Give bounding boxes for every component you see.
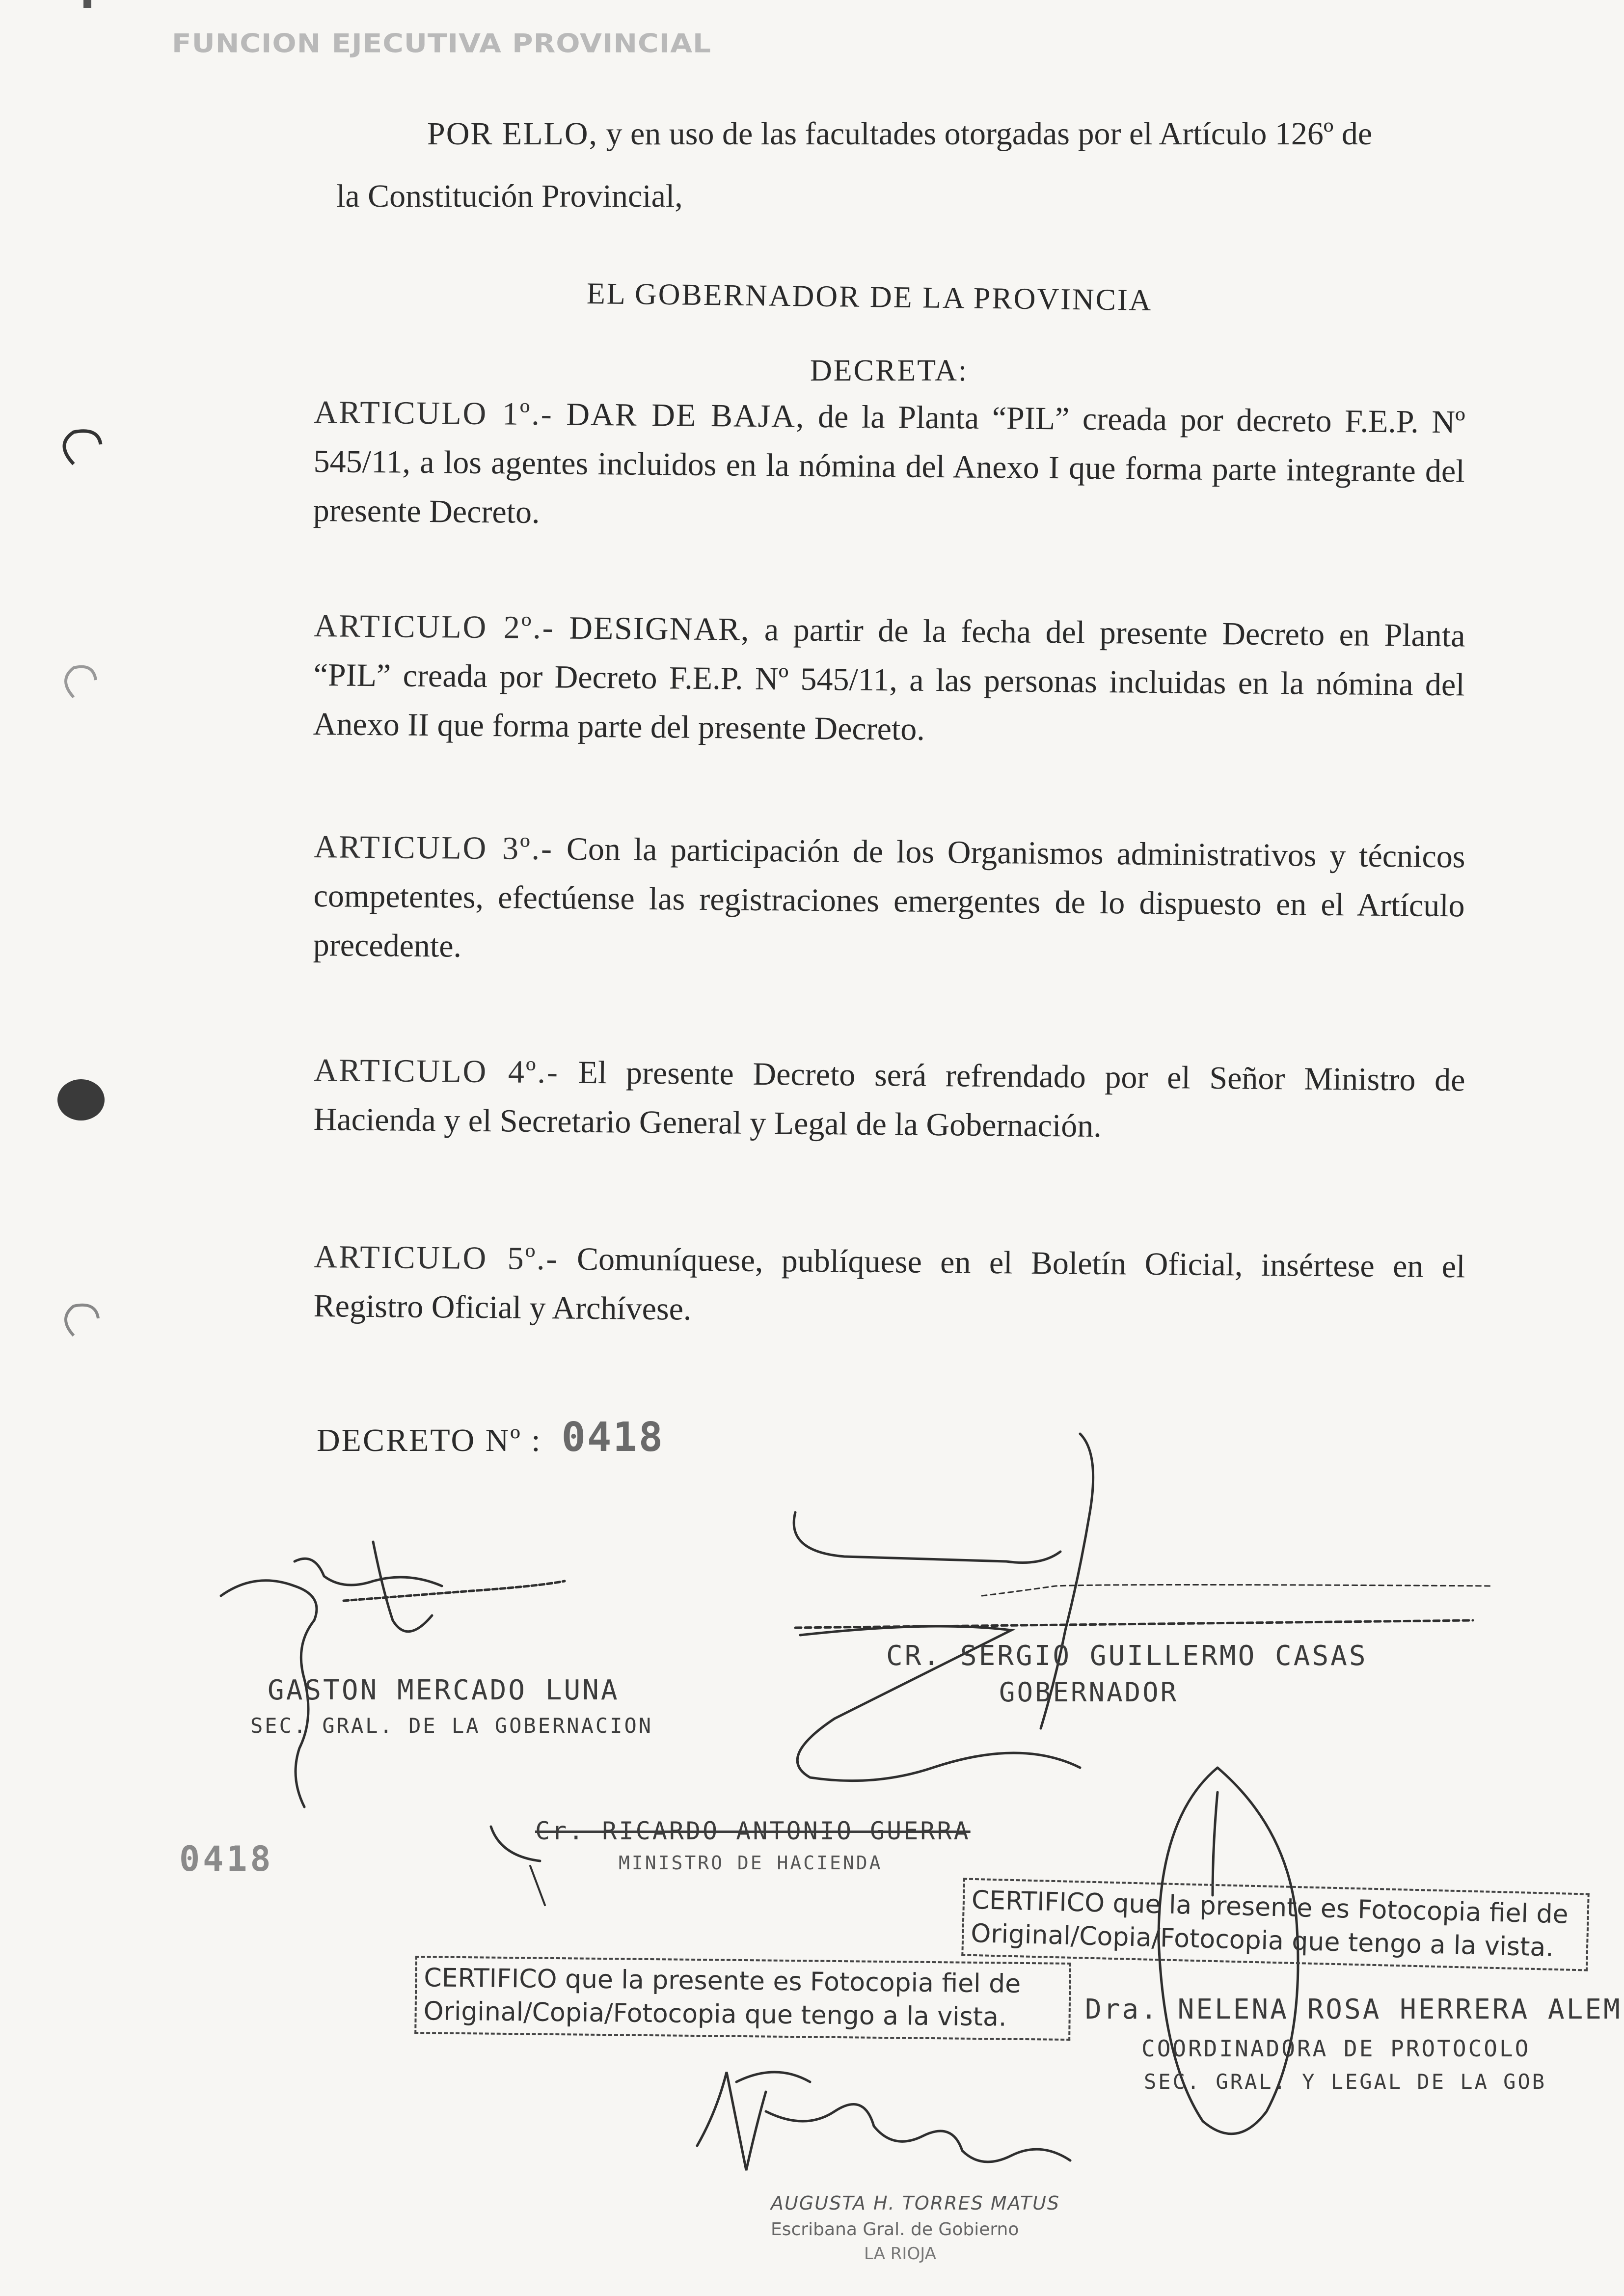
signatory-mercado-name: GASTON MERCADO LUNA <box>268 1674 620 1706</box>
intro-line-1: POR ELLO, y en uso de las facultades otorgadas por el Artículo 126º de <box>427 116 1373 152</box>
signatory-guerra-name: Cr. RICARDO ANTONIO GUERRA <box>535 1817 971 1845</box>
stamp-line-2: Original/Copia/Fotocopia que tengo a la vista. <box>423 1996 1007 2032</box>
decree-title: EL GOBERNADOR DE LA PROVINCIA <box>586 276 1153 318</box>
signatory-torres-role: Escribana Gral. de Gobierno <box>771 2219 1019 2240</box>
signatory-casas-role: GOBERNADOR <box>999 1677 1179 1708</box>
stamp-number: 0418 <box>179 1839 274 1879</box>
decree-number-line: DECRETO Nº : 0418 <box>317 1414 665 1461</box>
signatory-casas-name: CR. SERGIO GUILLERMO CASAS <box>886 1640 1368 1672</box>
article-4: ARTICULO 4º.- El presente Decreto será refrendado por el Señor Ministro de Hacienda y el Secretario General y Legal de la Gobernación. <box>313 1052 1465 1145</box>
decree-number: 0418 <box>561 1414 665 1461</box>
signatory-mercado-role: SEC. GRAL. DE LA GOBERNACION <box>250 1714 653 1738</box>
article-5: ARTICULO 5º.- Comuníquese, publíquese en el Boletín Oficial, insértese en el Registro Oficial y Archívese. <box>313 1238 1465 1327</box>
signatory-herrera-role-2: SEC. GRAL. Y LEGAL DE LA GOB <box>1144 2070 1547 2094</box>
stamp-line-1: CERTIFICO que la presente es Fotocopia fiel de <box>971 1885 1569 1930</box>
stamp-line-1: CERTIFICO que la presente es Fotocopia fiel de <box>424 1963 1021 1999</box>
letterhead: FUNCION EJECUTIVA PROVINCIAL <box>172 28 712 59</box>
certifico-stamp-2 <box>414 1956 1071 2041</box>
signatory-torres-place: LA RIOJA <box>864 2244 936 2264</box>
signatory-herrera-name: Dra. NELENA ROSA HERRERA ALEM <box>1085 1994 1622 2025</box>
signatory-guerra-role: MINISTRO DE HACIENDA <box>619 1852 883 1874</box>
stamp-line-2: Original/Copia/Fotocopia que tengo a la vista. <box>970 1918 1554 1963</box>
intro-line-2: la Constitución Provincial, <box>336 178 683 214</box>
certifico-stamp-1 <box>961 1878 1590 1971</box>
article-3: ARTICULO 3º.- Con la participación de los Organismos administrativos y técnicos competentes, efectúense las registraciones emergentes de lo dispuesto en el Artículo precedente. <box>313 828 1465 964</box>
signatory-herrera-role-1: COORDINADORA DE PROTOCOLO <box>1141 2035 1531 2062</box>
decreta-heading: DECRETA: <box>810 354 969 387</box>
signatory-torres-name: AUGUSTA H. TORRES MATUS <box>771 2192 1060 2214</box>
article-1: ARTICULO 1º.- DAR DE BAJA, de la Planta “PIL” creada por decreto F.E.P. Nº 545/11, a los agentes incluidos en la nómina del Anexo I que forma parte integrante del presente Decreto. <box>313 394 1465 531</box>
article-2: ARTICULO 2º.- DESIGNAR, a partir de la fecha del presente Decreto en Planta “PIL” creada por Decreto F.E.P. Nº 545/11, a las personas incluidas en la nómina del Anexo II que forma parte del presente Decreto. <box>313 607 1465 747</box>
